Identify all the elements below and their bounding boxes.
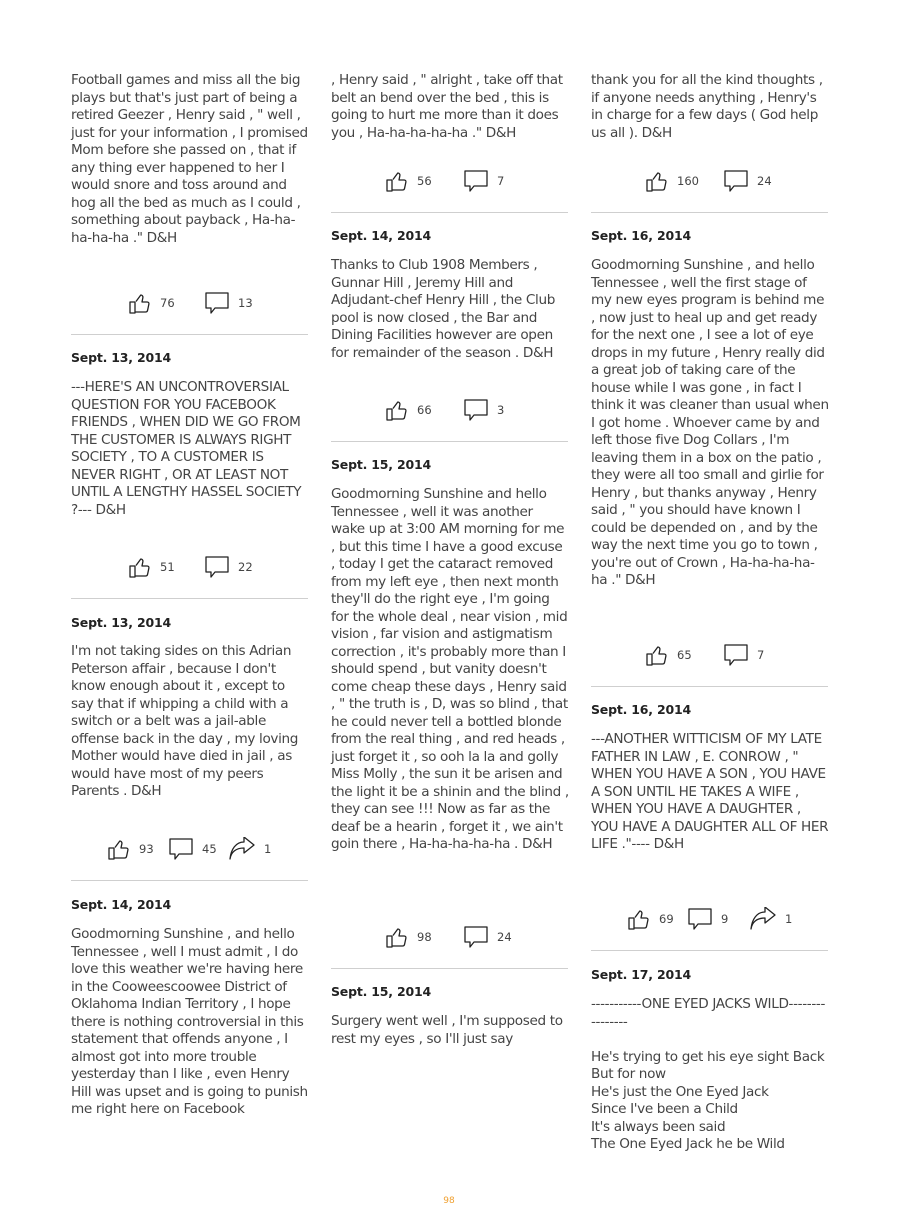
like-count: 93	[139, 842, 154, 856]
like-count: 65	[677, 648, 692, 662]
like-stat	[385, 922, 432, 952]
post-date: Sept. 16, 2014	[591, 702, 691, 717]
post-text: Surgery went well , I'm supposed to rest my eyes , so I'll just say	[331, 1013, 567, 1047]
like-stat	[128, 552, 175, 582]
comment-icon	[687, 906, 713, 932]
divider	[71, 880, 308, 881]
like-stat	[645, 166, 699, 196]
like-stat	[645, 640, 692, 670]
divider	[591, 686, 828, 687]
post-text: -----------ONE EYED JACKS WILD---------------- He's trying to get his eye sight Back But for now He's just the One Eyed Jack Since I've been a Child It's always been said The One Eyed Jack he be Wild	[591, 996, 826, 1152]
post-text: Goodmorning Sunshine , and hello Tennessee , well I must admit , I do love this weather we're having here in the Cooweescoowee District of Oklahoma Indian Territory , I hope there is nothing controversial in this statement that offends anyone , I almost got into more trouble yesterday than I like , even Henry Hill was upset and is going to punish me right here on Facebook	[71, 926, 312, 1117]
comment-count: 22	[238, 560, 253, 574]
post-stats	[71, 552, 309, 582]
post-stats	[71, 288, 309, 318]
divider	[71, 598, 308, 599]
post-text: I'm not taking sides on this Adrian Peterson affair , because I don't know enough about it , except to say that if whipping a child with a switch or a belt was a jail-able offense back in the day , my loving Mother would have died in jail , as would have most of my peers Parents . D&H	[71, 643, 303, 799]
post-date: Sept. 14, 2014	[331, 228, 431, 243]
divider	[591, 950, 828, 951]
share-arrow-icon	[749, 907, 777, 931]
thumbs-up-icon	[385, 925, 409, 949]
post-text: Thanks to Club 1908 Members , Gunnar Hill , Jeremy Hill and Adjudant-chef Henry Hill , the Club pool is now closed , the Bar and Dining Facilities however are open for remainder of the season . D&H	[331, 257, 559, 361]
post-stats	[591, 640, 829, 670]
comment-count: 3	[497, 403, 505, 417]
post-stats	[331, 166, 569, 196]
post-stats	[71, 834, 309, 864]
like-stat	[385, 166, 432, 196]
comment-stat	[463, 922, 512, 952]
divider	[331, 212, 568, 213]
comment-stat	[723, 640, 764, 670]
post-stats	[331, 922, 569, 952]
comment-stat	[204, 288, 253, 318]
share-count: 1	[264, 842, 272, 856]
like-count: 51	[160, 560, 175, 574]
comment-icon	[463, 168, 489, 194]
post-date: Sept. 13, 2014	[71, 350, 171, 365]
comment-count: 24	[497, 930, 512, 944]
like-count: 76	[160, 296, 175, 310]
comment-icon	[463, 924, 489, 950]
post-text: Football games and miss all the big plays but that's just part of being a retired Geezer , Henry said , " well , just for your information , I promised Mom before she passed on , that if any thing ever happened to her I would snore and toss around and hog all the bed as much as I could , something about payback , Ha-ha-ha-ha-ha ." D&H	[71, 72, 312, 246]
like-count: 66	[417, 403, 432, 417]
comment-stat	[204, 552, 253, 582]
comment-stat	[463, 166, 504, 196]
like-count: 69	[659, 912, 674, 926]
comment-icon	[723, 168, 749, 194]
divider	[71, 334, 308, 335]
comment-icon	[723, 642, 749, 668]
post-text: thank you for all the kind thoughts , if anyone needs anything , Henry's in charge for a few days ( God help us all ). D&H	[591, 72, 827, 141]
comment-icon	[204, 554, 230, 580]
post-date: Sept. 14, 2014	[71, 897, 171, 912]
post-text: ---HERE'S AN UNCONTROVERSIAL QUESTION FOR YOU FACEBOOK FRIENDS , WHEN DID WE GO FROM THE CUSTOMER IS ALWAYS RIGHT SOCIETY , TO A CUSTOMER IS NEVER RIGHT , OR AT LEAST NOT UNTIL A LENGTHY HASSEL SOCIETY ?--- D&H	[71, 379, 306, 518]
comment-stat	[168, 834, 217, 864]
divider	[591, 212, 828, 213]
like-count: 98	[417, 930, 432, 944]
share-stat	[749, 904, 792, 934]
post-text: , Henry said , " alright , take off that belt an bend over the bed , this is going to hurt me more than it does you , Ha-ha-ha-ha-ha ." D&H	[331, 72, 567, 141]
post-text: Goodmorning Sunshine and hello Tennessee , well it was another wake up at 3:00 AM morning for me , but this time I have a good excuse , today I get the cataract removed from my left eye , then next month they'll do the right eye , I'm going for the whole deal , near vision , mid vision , far vision and astigmatism correction , it's probably more than I should spend , but vanity doesn't come cheap these days , Henry said , " the truth is , D, was so blind , that he could never tell a bottled blonde from the real thing , and red heads , just forget it , so ooh la la and golly Miss Molly , the sun it be arisen and the light it be a shinin and the blind , they can see !!! Now as far as the deaf be a hearin , forget it , we ain't goin there , Ha-ha-ha-ha-ha . D&H	[331, 486, 573, 852]
thumbs-up-icon	[645, 643, 669, 667]
comment-count: 13	[238, 296, 253, 310]
share-arrow-icon	[228, 837, 256, 861]
thumbs-up-icon	[107, 837, 131, 861]
thumbs-up-icon	[627, 907, 651, 931]
like-stat	[128, 288, 175, 318]
thumbs-up-icon	[645, 169, 669, 193]
post-stats	[591, 166, 829, 196]
comment-stat	[463, 395, 504, 425]
comment-stat	[687, 904, 728, 934]
like-stat	[627, 904, 674, 934]
comment-icon	[168, 836, 194, 862]
thumbs-up-icon	[385, 398, 409, 422]
divider	[331, 968, 568, 969]
post-stats	[331, 395, 569, 425]
divider	[331, 441, 568, 442]
post-date: Sept. 17, 2014	[591, 967, 691, 982]
like-stat	[107, 834, 154, 864]
comment-count: 9	[721, 912, 729, 926]
thumbs-up-icon	[385, 169, 409, 193]
like-count: 160	[677, 174, 699, 188]
comment-count: 45	[202, 842, 217, 856]
like-stat	[385, 395, 432, 425]
post-date: Sept. 13, 2014	[71, 615, 171, 630]
share-count: 1	[785, 912, 793, 926]
comment-count: 7	[757, 648, 765, 662]
like-count: 56	[417, 174, 432, 188]
comment-count: 7	[497, 174, 505, 188]
share-stat	[228, 834, 271, 864]
comment-count: 24	[757, 174, 772, 188]
post-stats	[591, 904, 829, 934]
thumbs-up-icon	[128, 291, 152, 315]
post-date: Sept. 15, 2014	[331, 984, 431, 999]
post-text: Goodmorning Sunshine , and hello Tennessee , well the first stage of my new eyes program is behind me , now just to heal up and get ready for the next one , I see a lot of eye drops in my future , Henry really did a great job of taking care of the house while I was gone , in fact I think it was cleaner than usual when I got home . Whoever came by and left those five Dog Collars , I'm leaving them in a box on the patio , they were all too small and girlie for Henry , but thanks anyway , Henry said , " you should have known I could be depended on , and by the way the next time you go to town , you're out of Crown , Ha-ha-ha-ha-ha ." D&H	[591, 257, 833, 588]
post-date: Sept. 16, 2014	[591, 228, 691, 243]
post-date: Sept. 15, 2014	[331, 457, 431, 472]
comment-icon	[463, 397, 489, 423]
post-text: ---ANOTHER WITTICISM OF MY LATE FATHER IN LAW , E. CONROW , " WHEN YOU HAVE A SON , YOU HAVE A SON UNTIL HE TAKES A WIFE , WHEN YOU HAVE A DAUGHTER , YOU HAVE A DAUGHTER ALL OF HER LIFE ."---- D&H	[591, 731, 833, 852]
comment-stat	[723, 166, 772, 196]
comment-icon	[204, 290, 230, 316]
thumbs-up-icon	[128, 555, 152, 579]
page-number: 98	[443, 1196, 455, 1206]
